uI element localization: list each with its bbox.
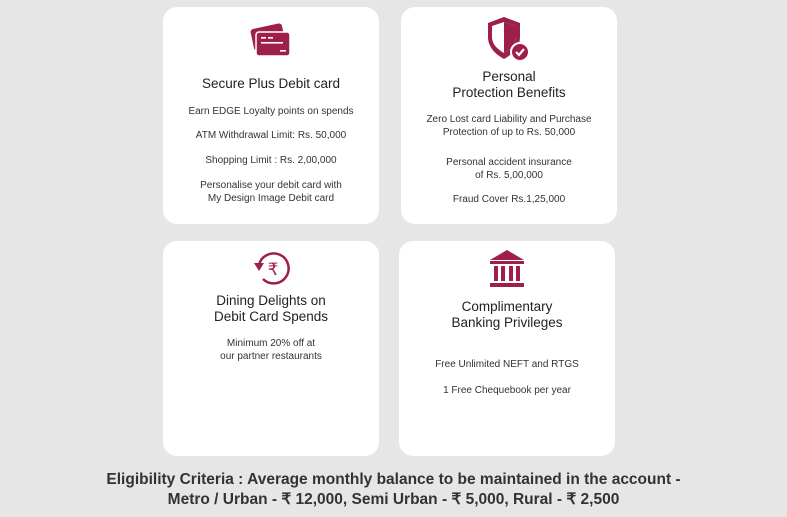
feature-text: Earn EDGE Loyalty points on spends	[188, 106, 354, 117]
feature-text: Zero Lost card Liability and Purchase Protection of up to Rs. 50,000	[426, 114, 592, 138]
feature-text: Free Unlimited NEFT and RTGS	[435, 359, 579, 370]
feature-text: Shopping Limit : Rs. 2,00,000	[205, 155, 337, 166]
card-title: Complimentary Banking Privileges	[451, 299, 563, 330]
card-banking-privileges	[399, 241, 615, 456]
feature-text: Personalise your debit card with My Design Image Debit card	[200, 180, 342, 204]
feature-text: Fraud Cover Rs.1,25,000	[452, 194, 566, 205]
card-secure-plus	[163, 7, 379, 224]
feature-text: ATM Withdrawal Limit: Rs. 50,000	[195, 130, 347, 141]
shield-check-icon	[401, 15, 617, 63]
rupee-cashback-icon	[163, 251, 379, 287]
svg-text:₹: ₹	[267, 260, 279, 280]
eligibility-balances: Metro / Urban - ₹ 12,000, Semi Urban - ₹ 5,000, Rural - ₹ 2,500	[167, 491, 620, 508]
card-title: Secure Plus Debit card	[201, 76, 341, 91]
card-title: Personal Protection Benefits	[452, 69, 566, 100]
feature-text: Personal accident insurance of Rs. 5,00,000	[446, 157, 572, 181]
card-title: Dining Delights on Debit Card Spends	[213, 293, 329, 324]
feature-text: Minimum 20% off at our partner restaurants	[220, 338, 322, 362]
eligibility-criteria: Eligibility Criteria : Average monthly balance to be maintained in the account -	[106, 471, 681, 488]
bank-icon	[399, 249, 615, 289]
card-personal-protection	[401, 7, 617, 224]
feature-text: 1 Free Chequebook per year	[443, 385, 571, 396]
card-dining-delights	[163, 241, 379, 456]
credit-card-icon	[163, 22, 379, 58]
